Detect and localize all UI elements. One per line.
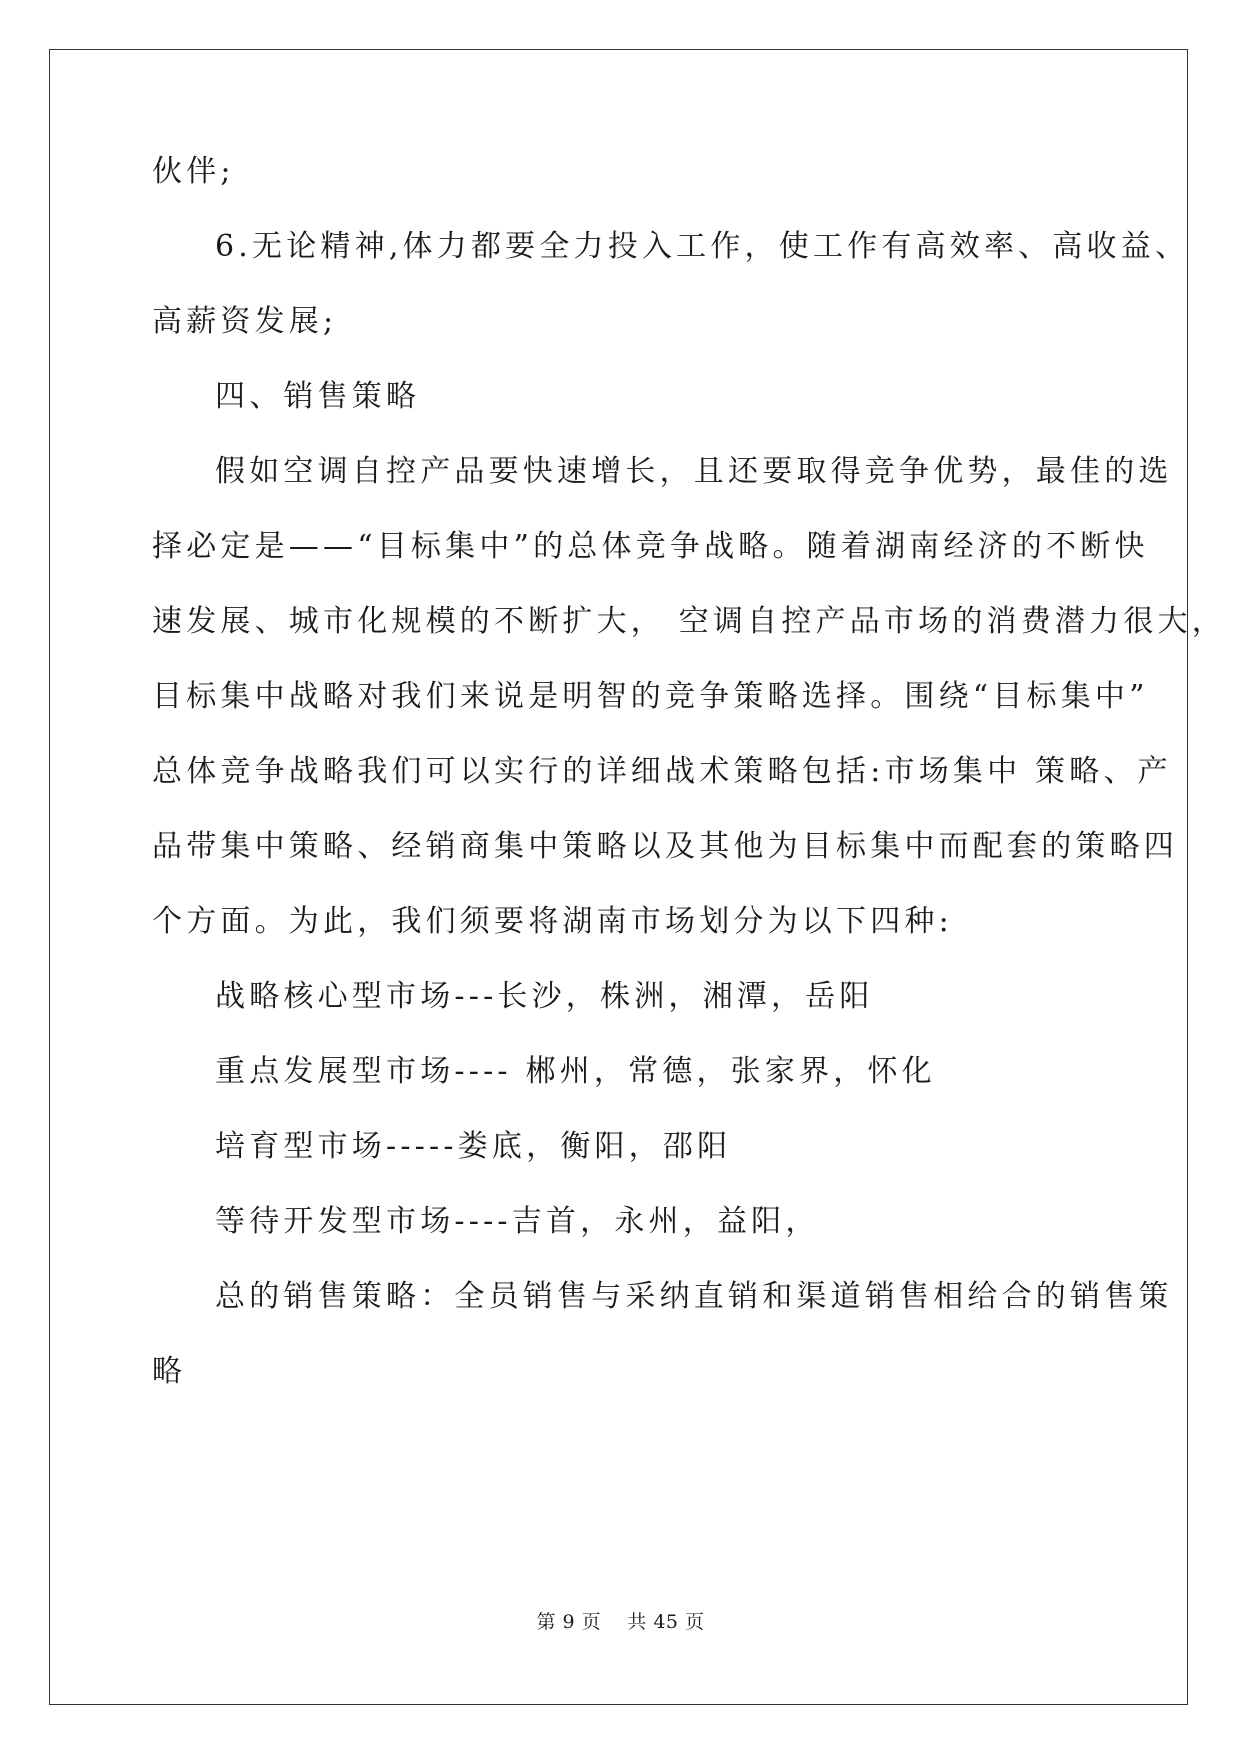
text-line-11: 个方面。为此，我们须要将湖南市场划分为以下四种: [152,904,953,939]
text-line-5: 假如空调自控产品要快速增长，且还要取得竞争优势，最佳的选 [215,454,1173,489]
text-line-2: 6.无论精神,体力都要全力投入工作，使工作有高效率、高收益、 [215,229,1190,264]
text-line-8: 目标集中战略对我们来说是明智的竞争策略选择。围绕“目标集中” [152,679,1149,714]
text-line-7: 速发展、城市化规模的不断扩大， 空调自控产品市场的消费潜力很大， [152,604,1226,639]
text-line-6: 择必定是——“目标集中”的总体竞争战略。随着湖南经济的不断快 [152,529,1149,564]
section-heading: 四、销售策略 [215,379,421,414]
text-line-10: 品带集中策略、经销商集中策略以及其他为目标集中而配套的策略四 [152,829,1178,864]
page-border [49,49,1188,1705]
market-tier-key: 重点发展型市场---- 郴州，常德，张家界，怀化 [215,1054,936,1089]
market-tier-pending: 等待开发型市场----吉首，永州，益阳， [215,1204,820,1239]
page-number-footer: 第 9 页 共 45 页 [536,1611,705,1633]
text-line-3: 高薪资发展; [152,304,338,339]
text-line-16: 总的销售策略：全员销售与采纳直销和渠道销售相给合的销售策 [215,1279,1173,1314]
text-line-1: 伙伴; [152,154,235,189]
market-tier-nurture: 培育型市场-----娄底，衡阳，邵阳 [215,1129,732,1164]
text-line-17: 略 [152,1354,187,1389]
text-line-9: 总体竞争战略我们可以实行的详细战术策略包括:市场集中 策略、产 [152,754,1172,789]
market-tier-core: 战略核心型市场---长沙，株洲，湘潭，岳阳 [215,979,874,1014]
